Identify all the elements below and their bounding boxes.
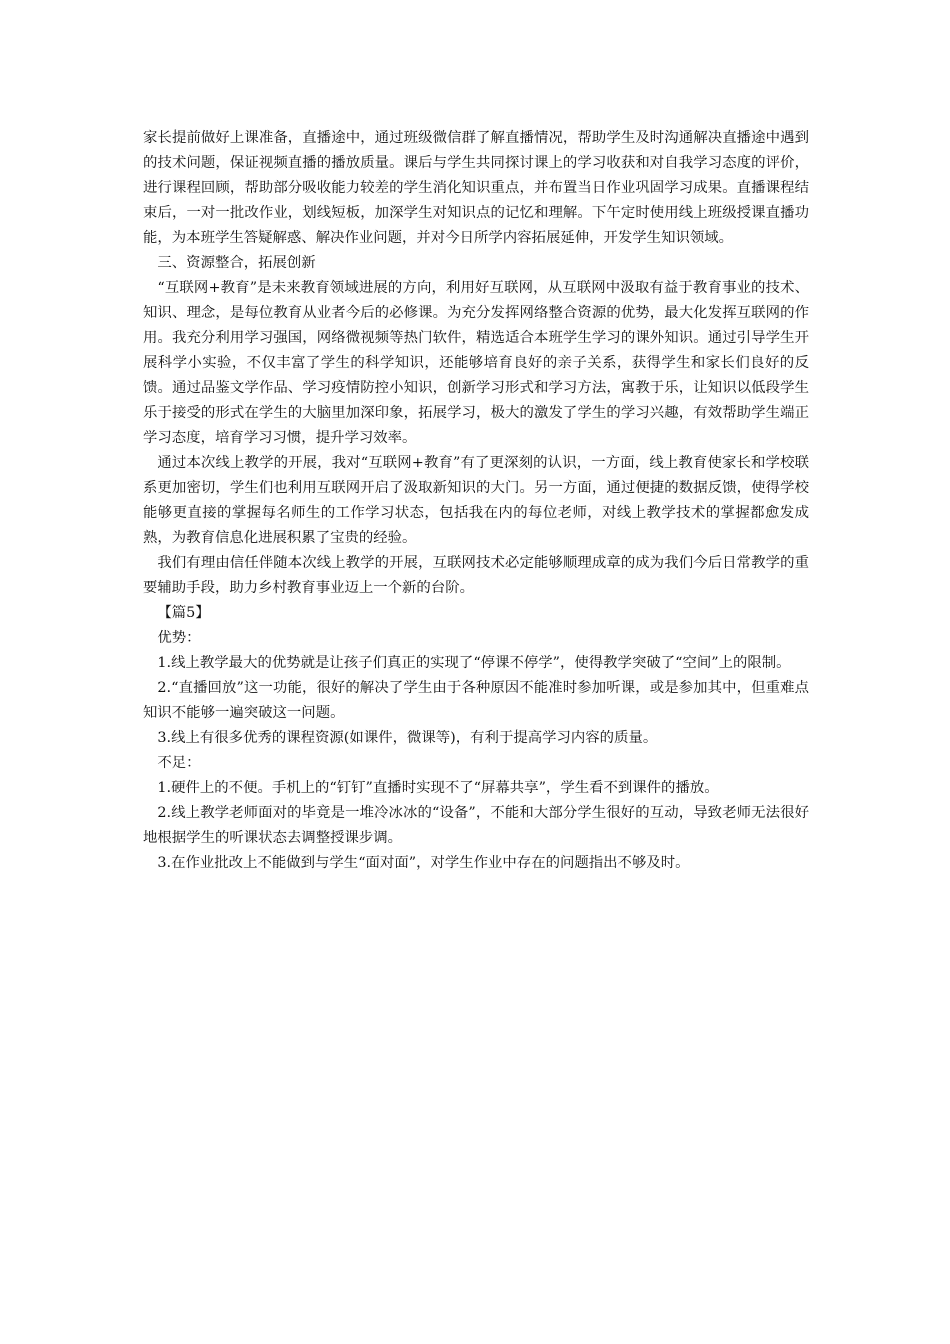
article-heading-part-5: 【篇5】 — [157, 605, 210, 621]
shortcoming-item-3: 3.在作业批改上不能做到与学生“面对面”，对学生作业中存在的问题指出不够及时。 — [157, 855, 690, 871]
section-heading-resource-integration: 三、资源整合，拓展创新 — [157, 255, 316, 271]
subheading-shortcomings: 不足： — [157, 755, 201, 771]
shortcoming-item-2: 2.线上教学老师面对的毕竟是一堆冷冰冰的“设备”，不能和大部分学生很好的互动，导致老师无法很好地根据学生的听课状态去调整授课步调。 — [143, 805, 809, 846]
advantage-item-2: 2.“直播回放”这一功能，很好的解决了学生由于各种原因不能准时参加听课，或是参加其中，但重难点知识不能够一遍突破这一问题。 — [143, 680, 809, 721]
paragraph-conclusion: 我们有理由信任伴随本次线上教学的开展，互联网技术必定能够顺理成章的成为我们今后日常教学的重要辅助手段，助力乡村教育事业迈上一个新的台阶。 — [143, 555, 809, 596]
document-page — [143, 126, 809, 876]
advantage-item-1: 1.线上教学最大的优势就是让孩子们真正的实现了“停课不停学”，使得教学突破了“空间”上的限制。 — [157, 655, 791, 671]
advantage-item-3: 3.线上有很多优秀的课程资源(如课件，微课等)，有利于提高学习内容的质量。 — [157, 730, 658, 746]
subheading-advantages: 优势： — [157, 630, 201, 646]
paragraph-online-teaching-reflection: 通过本次线上教学的开展，我对“互联网+教育”有了更深刻的认识，一方面，线上教育使家长和学校联系更加密切，学生们也利用互联网开启了汲取新知识的大门。另一方面，通过便捷的数据反馈，使得学校能够更直接的掌握每名师生的工作学习状态，包括我在内的每位老师，对线上教学技术的掌握都愈发成熟，为教育信息化进展积累了宝贵的经验。 — [143, 455, 809, 546]
paragraph-continued-live-teaching: 家长提前做好上课准备，直播途中，通过班级微信群了解直播情况，帮助学生及时沟通解决直播途中遇到的技术问题，保证视频直播的播放质量。课后与学生共同探讨课上的学习收获和对自我学习态度的评价，进行课程回顾，帮助部分吸收能力较差的学生消化知识重点，并布置当日作业巩固学习成果。直播课程结束后，一对一批改作业，划线短板，加深学生对知识点的记忆和理解。下午定时使用线上班级授课直播功能，为本班学生答疑解惑、解决作业问题，并对今日所学内容拓展延伸，开发学生知识领域。 — [143, 130, 809, 246]
shortcoming-item-1: 1.硬件上的不便。手机上的“钉钉”直播时实现不了“屏幕共享”，学生看不到课件的播放。 — [157, 780, 719, 796]
paragraph-internet-education: “互联网+教育”是未来教育领域进展的方向，利用好互联网，从互联网中汲取有益于教育事业的技术、知识、理念，是每位教育从业者今后的必修课。为充分发挥网络整合资源的优势，最大化发挥互联网的作用。我充分利用学习强国，网络微视频等热门软件，精选适合本班学生学习的课外知识。通过引导学生开展科学小实验，不仅丰富了学生的科学知识，还能够培育良好的亲子关系，获得学生和家长们良好的反馈。通过品鉴文学作品、学习疫情防控小知识，创新学习形式和学习方法，寓教于乐，让知识以低段学生乐于接受的形式在学生的大脑里加深印象，拓展学习，极大的激发了学生的学习兴趣，有效帮助学生端正学习态度，培育学习习惯，提升学习效率。 — [143, 280, 809, 446]
